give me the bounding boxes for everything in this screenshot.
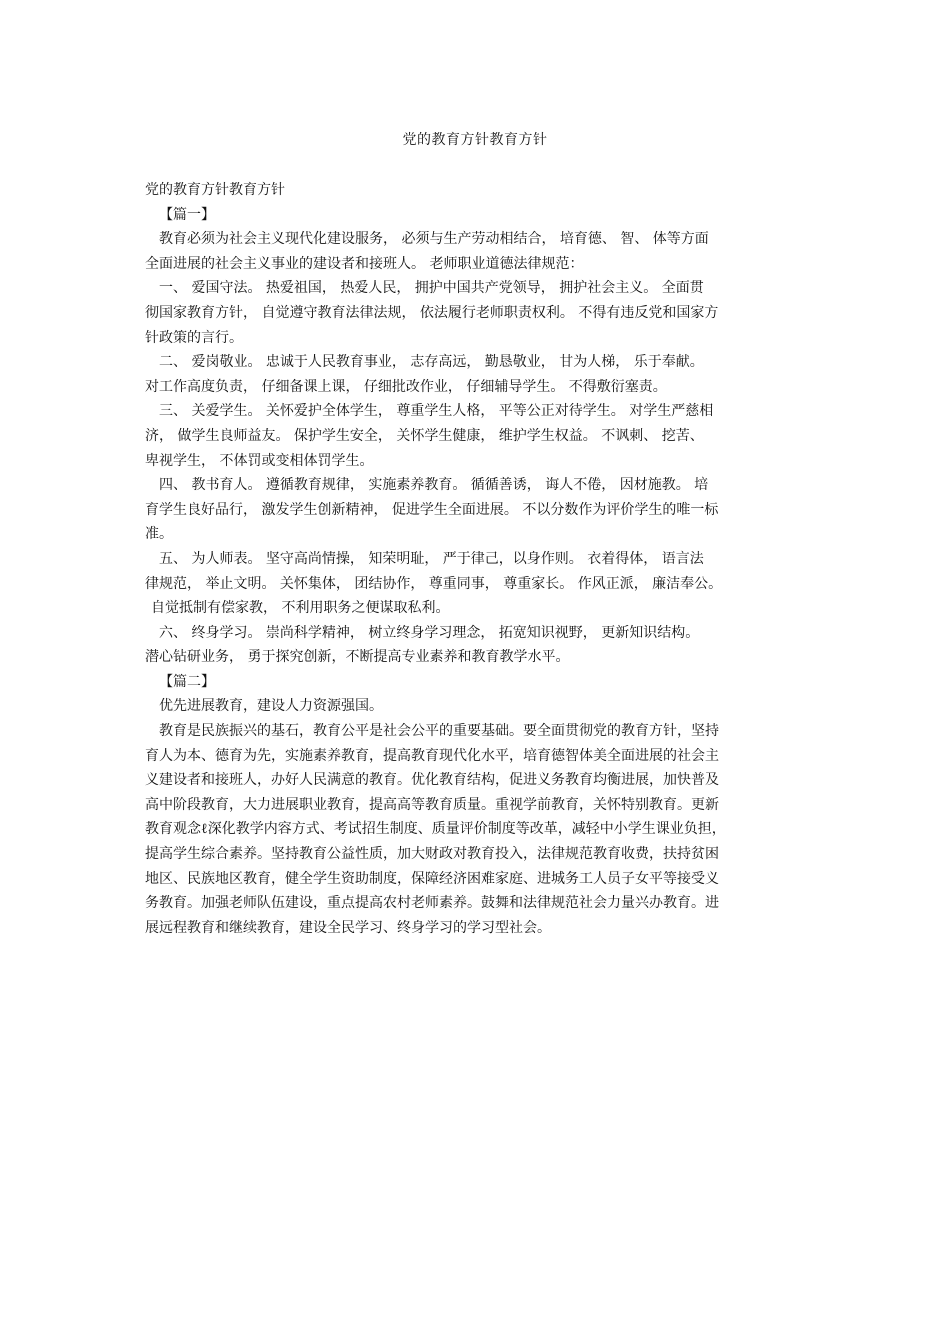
paragraph-line: 全面进展的社会主义事业的建设者和接班人。 老师职业道德法律规范： [145, 255, 584, 272]
paragraph-line: 济， 做学生良师益友。 保护学生安全， 关怀学生健康， 维护学生权益。 不讽刺、 挖苦、 [145, 427, 704, 444]
paragraph-line: 育人为本、德育为先，实施素养教育，提高教育现代化水平，培育德智体美全面进展的社会主 [145, 747, 719, 764]
section-heading-1: 【篇一】 [159, 206, 215, 223]
subtitle: 党的教育方针教育方针 [145, 182, 285, 198]
paragraph-line: 提高学生综合素养。坚持教育公益性质，加大财政对教育投入，法律规范教育收费，扶持贫困 [145, 846, 719, 863]
paragraph-line: 教育是民族振兴的基石，教育公平是社会公平的重要基础。要全面贯彻党的教育方针，坚持 [159, 723, 719, 740]
paragraph-line: 准。 [145, 526, 173, 543]
paragraph-line: 对工作高度负责， 仔细备课上课， 仔细批改作业， 仔细辅导学生。 不得敷衍塞责。 [145, 378, 667, 395]
section-heading-2: 【篇二】 [159, 673, 215, 690]
paragraph-line: 四、 教书育人。 遵循教育规律， 实施素养教育。 循循善诱， 诲人不倦， 因材施教。 培 [159, 477, 709, 494]
paragraph-line: 教育必须为社会主义现代化建设服务， 必须与生产劳动相结合， 培育德、 智、 体等方面 [159, 231, 709, 248]
paragraph-line: 三、 关爱学生。 关怀爱护全体学生， 尊重学生人格， 平等公正对待学生。 对学生严慈相 [159, 403, 714, 420]
paragraph-line: 教育观念ℓ深化教学内容方式、考试招生制度、质量评价制度等改革，减轻中小学生课业负担， [145, 821, 726, 838]
paragraph-line: 彻国家教育方针， 自觉遵守教育法律法规， 依法履行老师职责权利。 不得有违反党和国家方 [145, 304, 719, 321]
paragraph-line: 务教育。加强老师队伍建设，重点提高农村老师素养。鼓舞和法律规范社会力量兴办教育。进 [145, 895, 719, 912]
paragraph-line: 律规范， 举止文明。 关怀集体， 团结协作， 尊重同事， 尊重家长。 作风正派， 廉洁奉公。 [145, 575, 723, 592]
paragraph-line: 卑视学生， 不体罚或变相体罚学生。 [145, 452, 374, 469]
paragraph-line: 六、 终身学习。 崇尚科学精神， 树立终身学习理念， 拓宽知识视野， 更新知识结构。 [159, 624, 700, 641]
paragraph-line: 展远程教育和继续教育，建设全民学习、终身学习的学习型社会。 [145, 919, 551, 936]
paragraph-line: 二、 爱岗敬业。 忠诚于人民教育事业， 志存高远， 勤恳敬业， 甘为人梯， 乐于奉献。 [159, 354, 704, 371]
paragraph-line: 优先进展教育，建设人力资源强国。 [159, 698, 383, 715]
paragraph-line: 地区、民族地区教育，健全学生资助制度，保障经济困难家庭、进城务工人员子女平等接受义 [145, 870, 719, 887]
paragraph-line: 针政策的言行。 [145, 329, 243, 346]
paragraph-line: 高中阶段教育，大力进展职业教育，提高高等教育质量。重视学前教育，关怀特别教育。更新 [145, 796, 719, 813]
paragraph-line: 一、 爱国守法。 热爱祖国， 热爱人民， 拥护中国共产党领导， 拥护社会主义。 全面贯 [159, 280, 704, 297]
paragraph-line: 五、 为人师表。 坚守高尚情操， 知荣明耻， 严于律己，以身作则。 衣着得体， 语言法 [159, 550, 704, 567]
document-title: 党的教育方针教育方针 [402, 132, 548, 148]
paragraph-line: 潜心钻研业务， 勇于探究创新，不断提高专业素养和教育教学水平。 [145, 649, 570, 666]
paragraph-line: 义建设者和接班人，办好人民满意的教育。优化教育结构，促进义务教育均衡进展，加快普及 [145, 772, 719, 789]
document-body [145, 178, 810, 940]
paragraph-line: 自觉抵制有偿家教， 不利用职务之便谋取私利。 [151, 600, 450, 617]
paragraph-line: 育学生良好品行， 激发学生创新精神， 促进学生全面进展。 不以分数作为评价学生的唯一标 [145, 501, 719, 518]
